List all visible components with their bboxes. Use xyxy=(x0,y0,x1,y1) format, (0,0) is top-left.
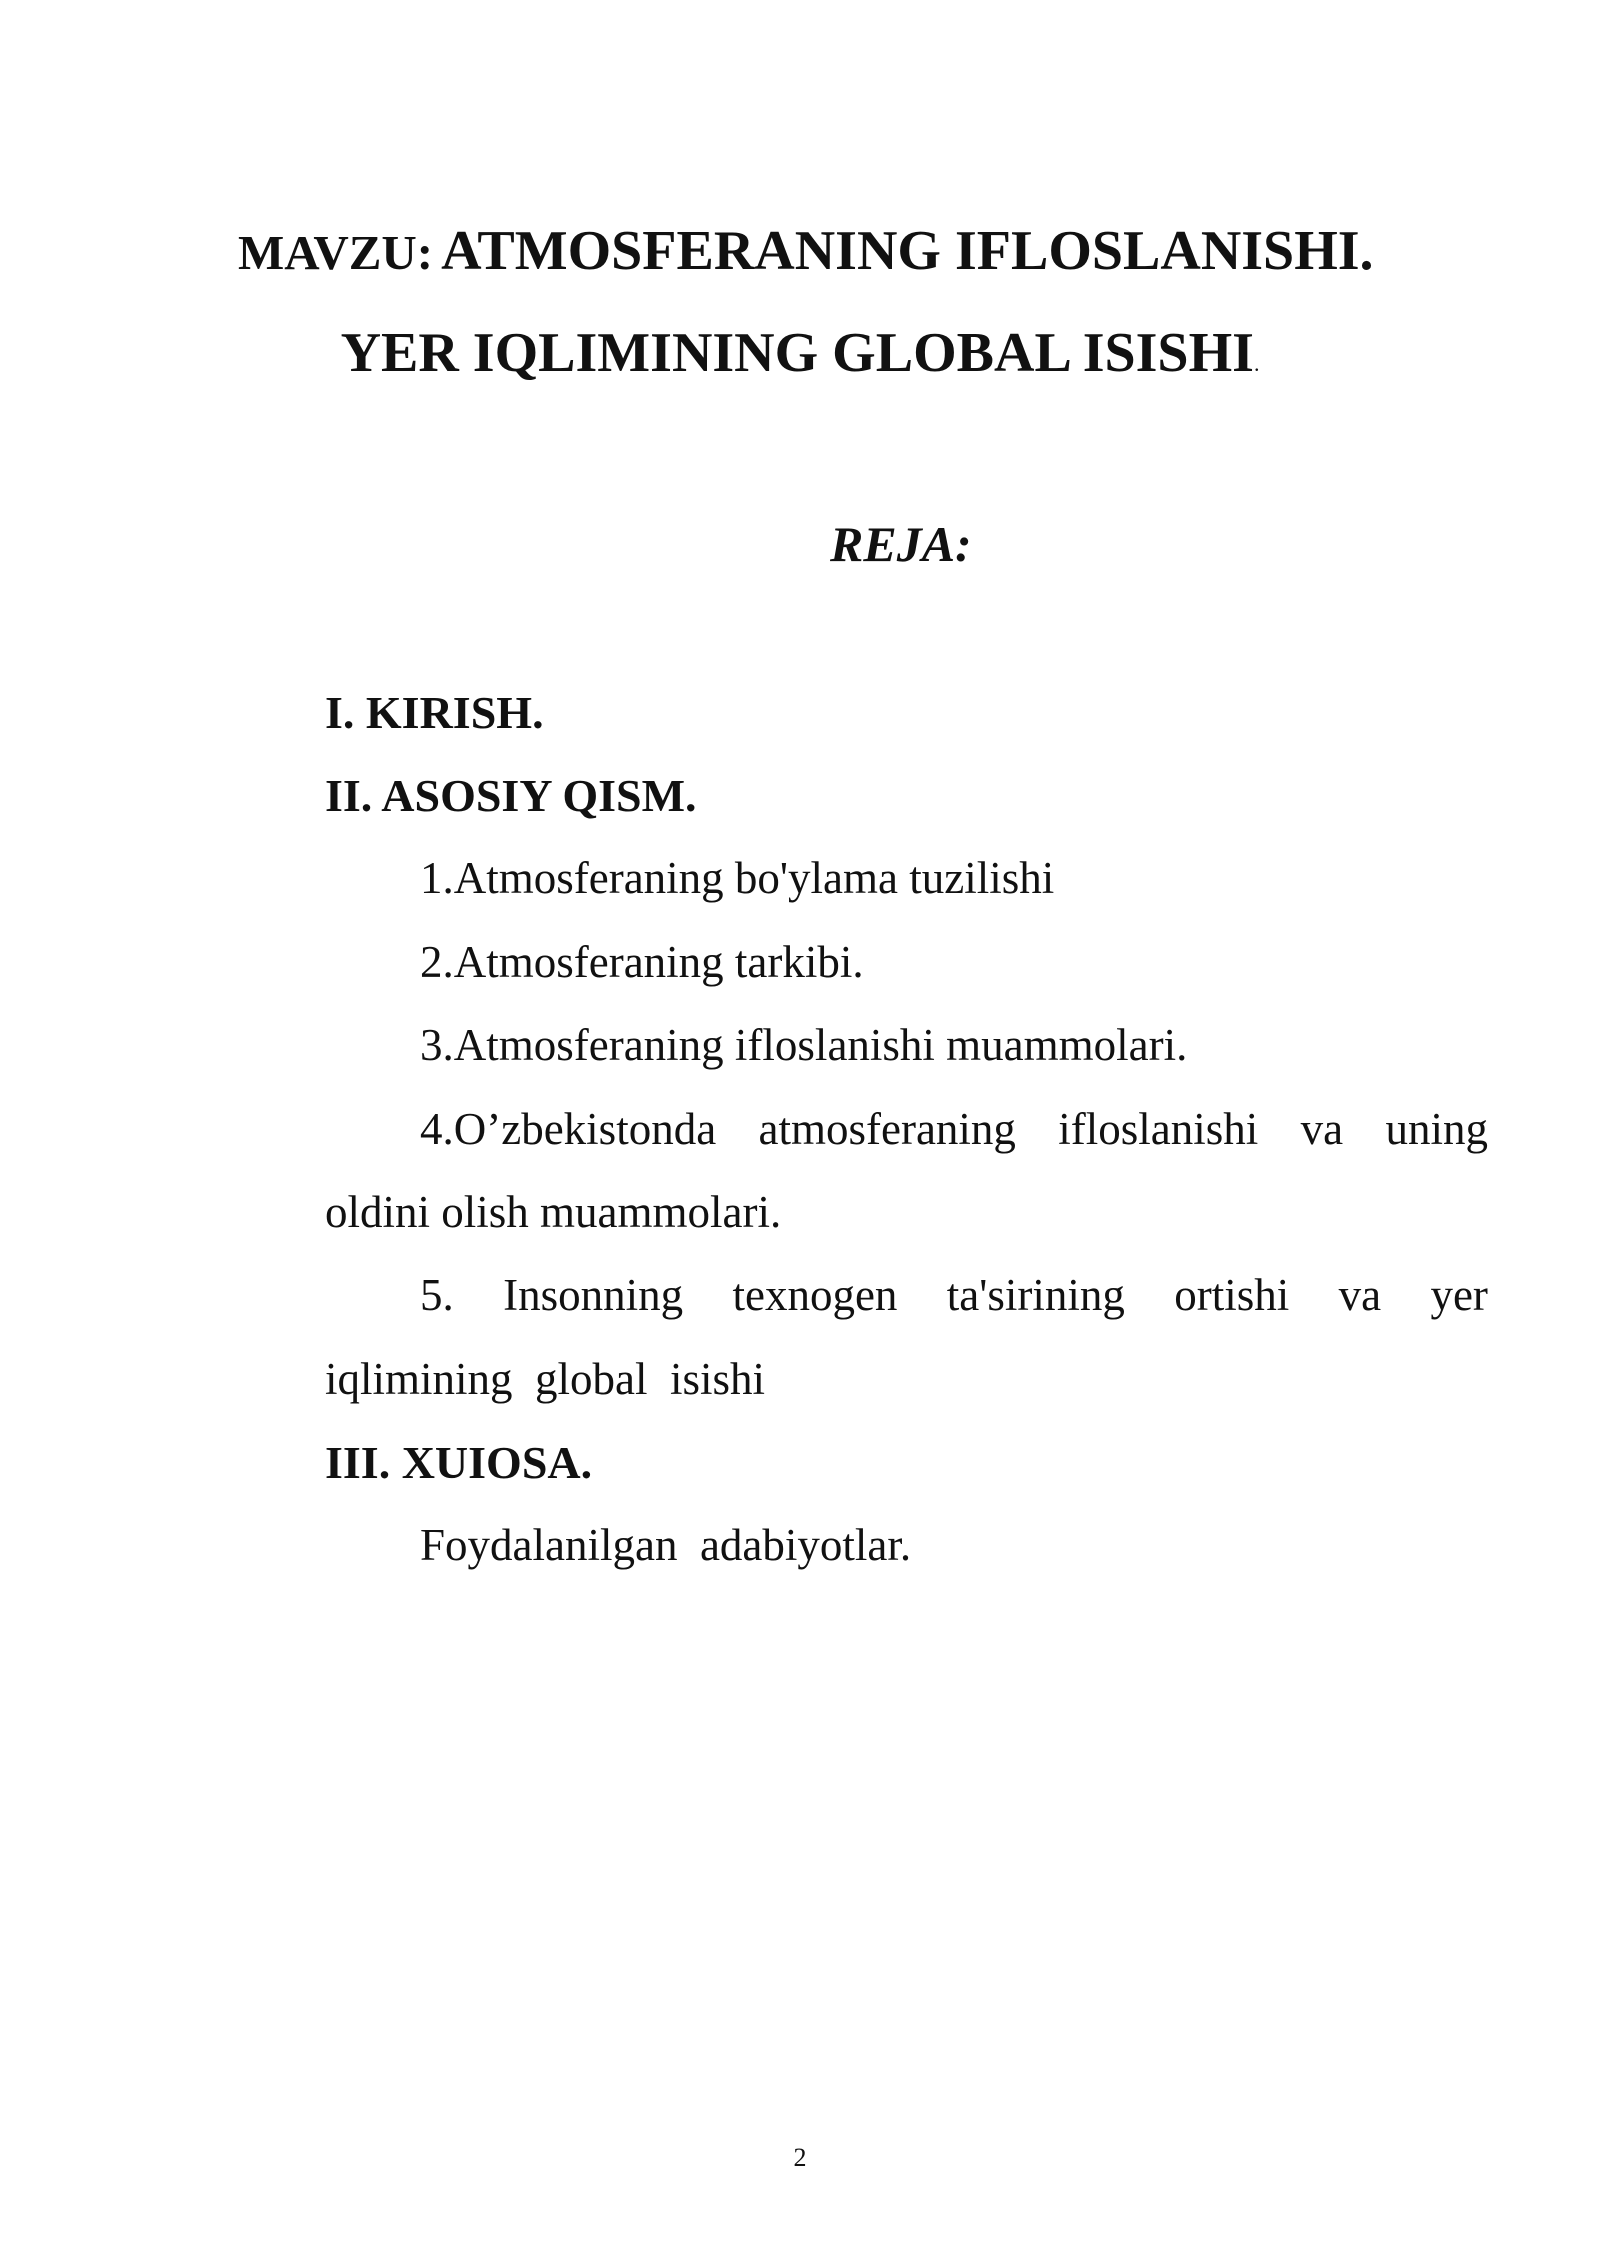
plan-item-5-word: ortishi xyxy=(1174,1270,1290,1320)
title-line-2-text: YER IQLIMINING GLOBAL ISISHI xyxy=(340,322,1254,384)
plan-item-4-word: ifloslanishi xyxy=(1058,1104,1259,1154)
plan-item-4-word: 4.O’zbekistonda xyxy=(420,1104,717,1154)
plan-item-1: 1.Atmosferaning bo'ylama tuzilishi xyxy=(420,853,1055,903)
plan-item-4-continuation: oldini olish muammolari. xyxy=(325,1187,782,1237)
title-main: ATMOSFERANING IFLOSLANISHI. xyxy=(441,220,1374,282)
plan-item-3: 3.Atmosferaning ifloslanishi muammolari. xyxy=(420,1020,1188,1070)
plan-item-5 xyxy=(420,1268,1488,1322)
title-line-2-suffix: . xyxy=(1253,351,1260,376)
plan-item-5-word: yer xyxy=(1430,1270,1488,1320)
references-line: Foydalanilgan adabiyotlar. xyxy=(420,1520,912,1570)
title-prefix: MAVZU: xyxy=(238,225,434,280)
plan-item-4-word: atmosferaning xyxy=(758,1104,1016,1154)
section-main: II. ASOSIY QISM. xyxy=(325,770,697,821)
title-line-1 xyxy=(238,218,1488,285)
plan-item-4-word: va xyxy=(1300,1104,1344,1154)
plan-item-4 xyxy=(420,1102,1488,1156)
plan-item-2: 2.Atmosferaning tarkibi. xyxy=(420,937,864,987)
plan-item-5-word: ta'sirining xyxy=(946,1270,1125,1320)
section-intro: I. KIRISH. xyxy=(325,687,544,738)
plan-item-5-continuation: iqlimining global isishi xyxy=(325,1354,766,1404)
plan-item-5-word: Insonning xyxy=(503,1270,684,1320)
plan-heading: REJA: xyxy=(830,516,972,572)
plan-item-5-word: texnogen xyxy=(732,1270,898,1320)
plan-item-5-word: 5. xyxy=(420,1270,454,1320)
plan-item-5-word: va xyxy=(1338,1270,1382,1320)
plan-item-4-word: uning xyxy=(1385,1104,1488,1154)
page-number: 2 xyxy=(793,2143,807,2172)
section-conclusion: III. XUIOSA. xyxy=(325,1437,593,1488)
title-line-2 xyxy=(0,320,1600,387)
